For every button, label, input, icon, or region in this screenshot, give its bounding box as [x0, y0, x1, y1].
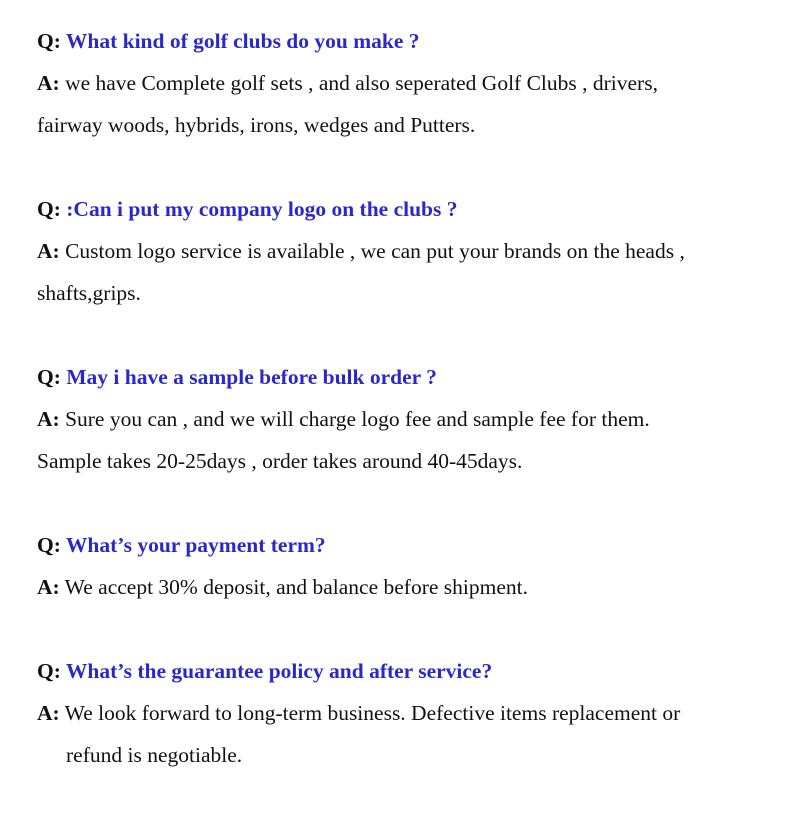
question-prefix: Q:: [37, 29, 61, 53]
answer-text: We look forward to long-term business. Defective items replacement or: [59, 701, 681, 725]
question-prefix: Q:: [37, 197, 61, 221]
answer-prefix: A:: [37, 575, 60, 599]
question-text: May i have a sample before bulk order ?: [60, 365, 437, 389]
answer-line: [37, 230, 777, 272]
answer-prefix: A:: [37, 239, 60, 263]
question-prefix: Q:: [37, 365, 61, 389]
question-line: [37, 524, 777, 566]
answer-text: Custom logo service is available , we can put your brands on the heads ,: [59, 239, 685, 263]
answer-text: We accept 30% deposit, and balance before shipment.: [59, 575, 528, 599]
question-line: [37, 650, 777, 692]
answer-line-continued: refund is negotiable.: [66, 743, 243, 767]
faq-item-company-logo: [37, 188, 777, 314]
answer-line: [37, 398, 777, 440]
answer-line-continued: Sample takes 20-25days , order takes around 40-45days.: [37, 449, 523, 473]
faq-item-sample: [37, 356, 777, 482]
question-line: [37, 356, 777, 398]
faq-item-guarantee: [37, 650, 777, 776]
question-line: [37, 188, 777, 230]
answer-prefix: A:: [37, 407, 60, 431]
faq-item-golf-clubs: [37, 20, 777, 146]
question-prefix: Q:: [37, 533, 61, 557]
answer-line-continued: shafts,grips.: [37, 281, 141, 305]
answer-prefix: A:: [37, 71, 60, 95]
answer-prefix: A:: [37, 701, 60, 725]
question-text: :Can i put my company logo on the clubs ?: [60, 197, 458, 221]
question-text: What’s the guarantee policy and after service?: [60, 659, 493, 683]
answer-line-continued: fairway woods, hybrids, irons, wedges and Putters.: [37, 113, 476, 137]
question-text: What’s your payment term?: [60, 533, 326, 557]
question-line: [37, 20, 777, 62]
faq-item-payment-term: [37, 524, 777, 608]
answer-line: [37, 566, 777, 608]
answer-text: Sure you can , and we will charge logo fee and sample fee for them.: [59, 407, 650, 431]
question-text: What kind of golf clubs do you make ?: [60, 29, 420, 53]
answer-line: [37, 62, 777, 104]
question-prefix: Q:: [37, 659, 61, 683]
faq-list: [37, 20, 777, 818]
answer-text: we have Complete golf sets , and also seperated Golf Clubs , drivers,: [59, 71, 658, 95]
answer-line: [37, 692, 777, 734]
